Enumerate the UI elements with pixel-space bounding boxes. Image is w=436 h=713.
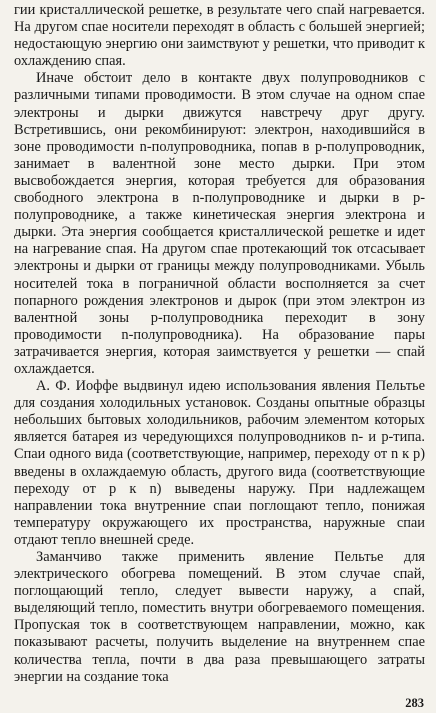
- body-text: [14, 2, 425, 686]
- paragraph-ioffe-refrigerators: А. Ф. Иоффе выдвинул идею использования явления Пельтье для создания холодильных установок. Созданы опытные образцы небольших бытовых холодильников, рабочим элементом которых является батарея из чередующихся полупроводников n- и p-типа. Спаи одного вида (соответствующие, например, переходу от n к p) введены в охлаждаемую область, другого вида (соответствующие переходу от p к n) выведены наружу. При надлежащем направлении тока внутренние спаи поглощают тепло, понижая температуру окружающего их пространства, наружные спаи отдают тепло внешней среде.: [14, 378, 425, 548]
- paragraph-continued: гии кристаллической решетке, в результате чего спай нагревается. На другом спае носители переходят в область с большей энергией; недостающую энергию они заимствуют у решетки, что приводит к охлаждению спая.: [14, 2, 425, 70]
- paragraph-semiconductor-contact: Иначе обстоит дело в контакте двух полупроводников с различными типами проводимости. В этом случае на одном спае электроны и дырки движутся навстречу друг другу. Встретившись, они рекомбинируют: электрон, находившийся в зоне проводимости n-полупроводника, попав в p-полупроводник, занимает в валентной зоне место дырки. При этом высвобождается энергия, которая требуется для образования свободного электрона в n-полупроводнике и дырки в p-полупроводнике, а также кинетическая энергия электрона и дырки. Эта энергия сообщается кристаллической решетке и идет на нагревание спая. На другом спае протекающий ток отсасывает электроны и дырки от границы между полупроводниками. Убыль носителей тока в пограничной области восполняется за счет попарного рождения электронов и дырок (при этом электрон из валентной зоны p-полупроводника переходит в зону проводимости n-полупроводника). На образование пары затрачивается энергия, которая заимствуется у решетки — спай охлаждается.: [14, 70, 425, 377]
- paragraph-peltier-heating: Заманчиво также применить явление Пельтье для электрического обогрева помещений. В этом случае спай, поглощающий тепло, следует вывести наружу, а спай, выделяющий тепло, поместить внутри обогреваемого помещения. Пропуская ток в соответствующем направлении, можно, как показывают расчеты, получить выделение на внутреннем спае количества тепла, почти в два раза превышающего затраты энергии на создание тока: [14, 549, 425, 685]
- page-number: 283: [405, 696, 424, 710]
